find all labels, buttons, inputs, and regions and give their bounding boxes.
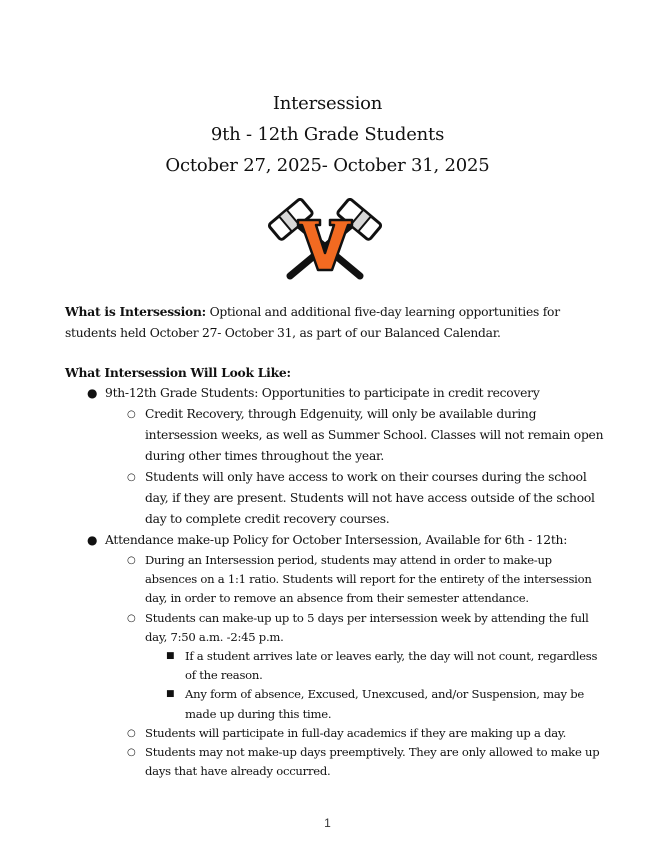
list-item: ○ Students will only have access to work on their courses during the school day, if they are present. Students will not have access outside of the school day to complete credit recovery courses. [65,467,605,530]
bullet-disc-icon: ● [87,533,98,547]
list-item: ■ Any form of absence, Excused, Unexcused, and/or Suspension, may be made up during this time. [166,687,585,721]
list-item: ● Attendance make-up Policy for October Intersession, Available for 6th - 12th: [65,530,605,551]
bullet-circle-icon: ○ [127,747,136,759]
bullet-square-icon: ■ [166,651,175,662]
document-header [0,88,655,181]
bullet-circle-icon: ○ [127,409,136,420]
document-title: Intersession [272,93,383,114]
list-item: ○ Students will participate in full-day academics if they are making up a day. [65,724,605,743]
section-heading: What Intersession Will Look Like: [65,365,291,380]
list-item: ○ Credit Recovery, through Edgenuity, will only be available during intersession weeks, as well as Summer School. Classes will not remain open during other times throughout the year. [65,404,605,467]
bullet-circle-icon: ○ [127,727,136,739]
crossed-hammers-v-logo-icon [268,198,382,280]
details-section [65,362,605,781]
list-item: ■ If a student arrives late or leaves early, the day will not count, regardless of the reason. [166,649,598,683]
bullet-circle-icon: ○ [127,612,136,624]
intro-paragraph [65,301,605,344]
list-item: ● 9th-12th Grade Students: Opportunities to participate in credit recovery [65,383,605,404]
intro-text: Optional and additional five-day learning opportunities for students held October 27- October 31, as part of our Balanced Calendar. [65,305,560,340]
bullet-disc-icon: ● [87,386,98,400]
bullet-square-icon: ■ [166,689,175,700]
intro-label: What is Intersession: [65,304,206,319]
document-subtitle: 9th - 12th Grade Students [210,124,445,145]
bullet-circle-icon: ○ [127,555,136,566]
page-number: 1 [324,816,331,830]
list-item: ○ During an Intersession period, students may attend in order to make-up absences on a 1:1 ratio. Students will report for the entirety of the intersession day, in order to remove an absence from their semester attendance. [127,553,592,606]
list-item: ○ Students can make-up up to 5 days per intersession week by attending the full day, 7:50 a.m. -2:45 p.m. [127,610,589,644]
bullet-circle-icon: ○ [127,472,136,483]
attendance-sublist [65,551,605,781]
bullet-list [65,383,605,551]
list-item: ○ Students may not make-up days preemptively. They are only allowed to make up days that have already occurred. [127,745,600,779]
document-dates: October 27, 2025- October 31, 2025 [165,155,490,176]
